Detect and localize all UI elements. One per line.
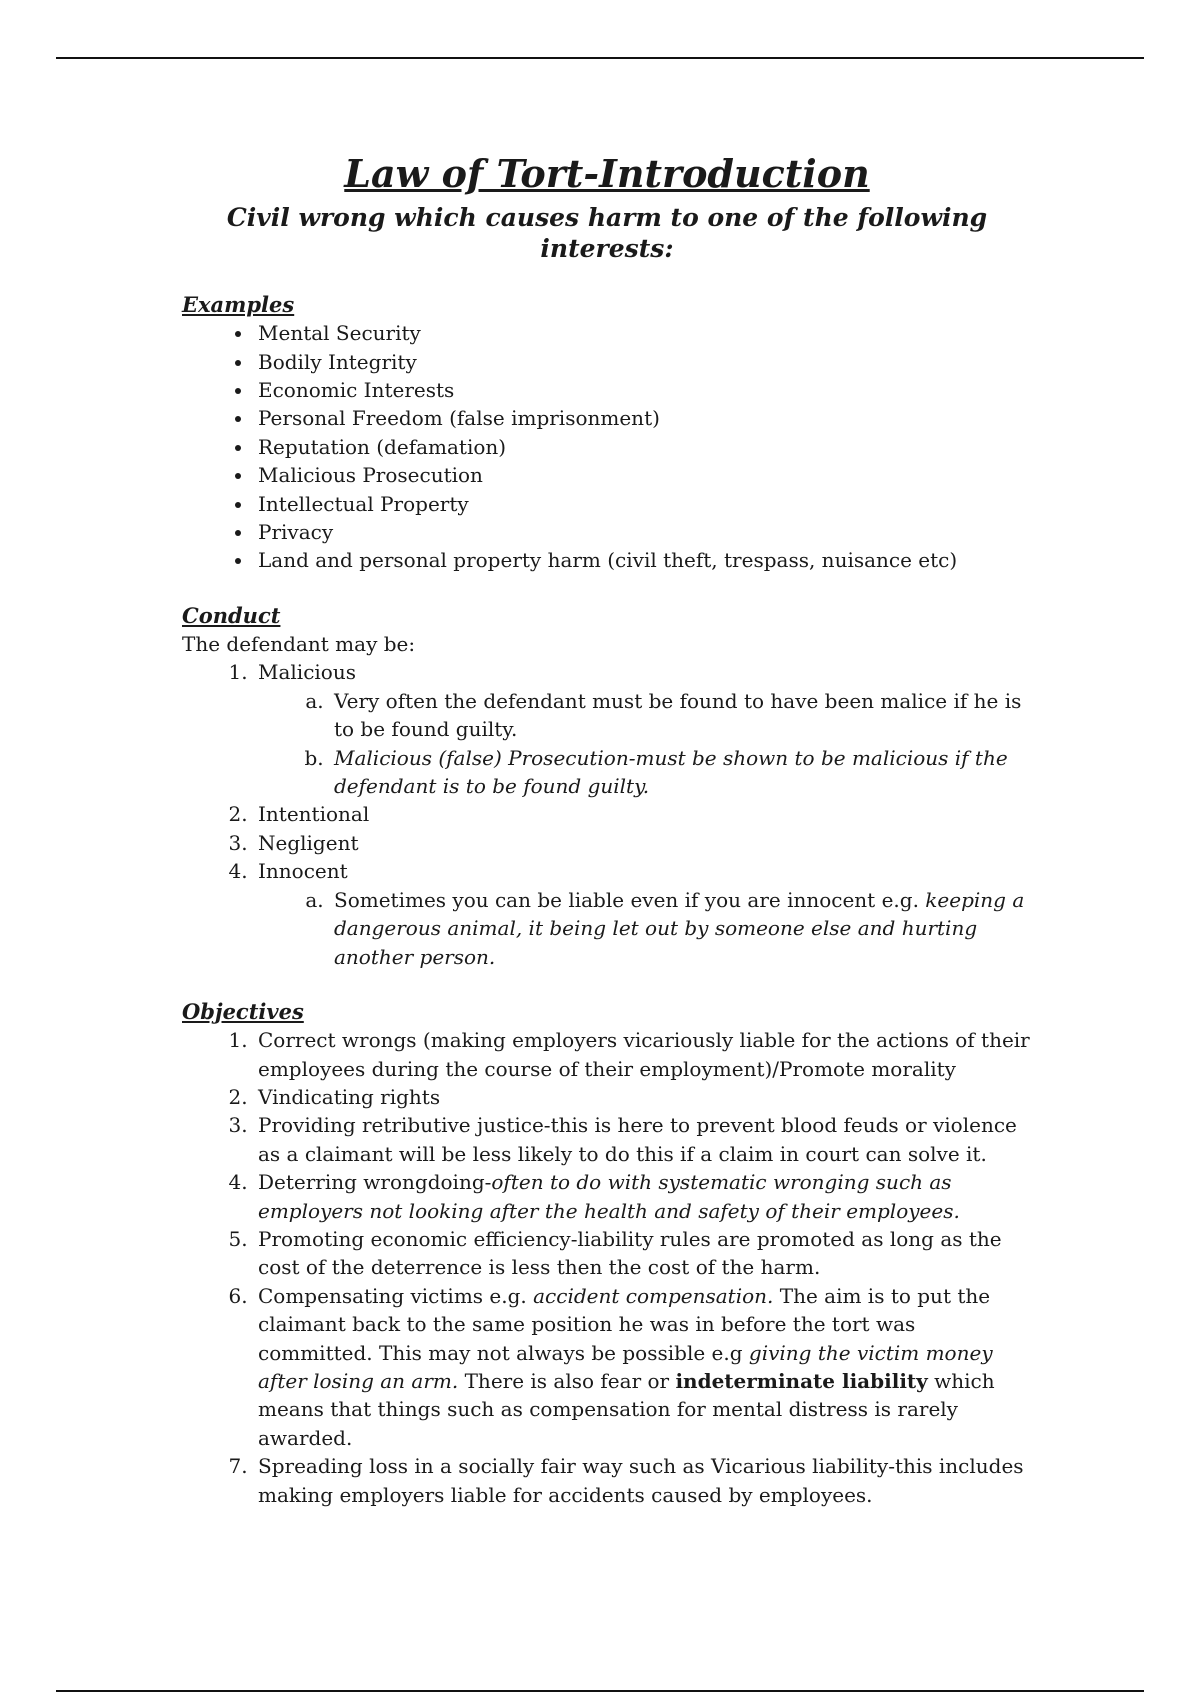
- list-item: • Intellectual Property: [254, 490, 1032, 518]
- examples-list: [182, 319, 1032, 575]
- conduct-sublist: [258, 687, 1032, 801]
- list-item: • Economic Interests: [254, 376, 1032, 404]
- document-page: [182, 150, 1032, 1509]
- list-item: • Privacy: [254, 518, 1032, 546]
- list-item: 2. Vindicating rights: [254, 1083, 1032, 1111]
- list-item: • Bodily Integrity: [254, 348, 1032, 376]
- page-title: Law of Tort-Introduction: [344, 151, 870, 196]
- list-item: • Malicious Prosecution: [254, 461, 1032, 489]
- objectives-list: [182, 1026, 1032, 1509]
- list-item: [254, 658, 1032, 800]
- sub-text: Very often the defendant must be found to have been malice if he is to be found guilty.: [334, 688, 1022, 742]
- item-text: There is also fear or: [458, 1368, 676, 1393]
- list-item: 5. Promoting economic efficiency-liability rules are promoted as long as the cost of the deterrence is less then the cost of the harm.: [254, 1225, 1032, 1282]
- page-subtitle: Civil wrong which causes harm to one of the following interests:: [226, 202, 988, 263]
- conduct-list: [182, 658, 1032, 970]
- objectives-heading: Objectives: [182, 998, 304, 1024]
- conduct-heading: Conduct: [182, 602, 281, 628]
- conduct-label: Malicious: [258, 660, 356, 685]
- list-item: • Mental Security: [254, 319, 1032, 347]
- item-text: The aim is to put the claimant back to the same position he was in before the tort was committed. This may not always be possible e.g: [258, 1283, 991, 1365]
- item-italic-text: accident compensation.: [533, 1283, 774, 1308]
- sub-italic-text: keeping a dangerous animal, it being let out by someone else and hurting another person.: [334, 887, 1025, 969]
- item-italic-text: giving the victim money after losing an arm.: [258, 1340, 993, 1393]
- list-item: [330, 886, 1032, 971]
- conduct-label: Innocent: [258, 859, 348, 884]
- list-item: • Personal Freedom (false imprisonment): [254, 404, 1032, 432]
- top-rule: [56, 57, 1144, 59]
- item-italic-text: often to do with systematic wronging such as employers not looking after the health and safety of their employees.: [258, 1170, 960, 1223]
- list-item: 3. Providing retributive justice-this is here to prevent blood feuds or violence as a claimant will be less likely to do this if a claim in court can solve it.: [254, 1111, 1032, 1168]
- list-item: [330, 687, 1032, 744]
- list-item: 3. Negligent: [254, 829, 1032, 857]
- list-item: 2. Intentional: [254, 800, 1032, 828]
- item-text: Deterring wrongdoing-: [258, 1170, 492, 1195]
- list-item: • Land and personal property harm (civil theft, trespass, nuisance etc): [254, 546, 1032, 574]
- list-item: 1. Correct wrongs (making employers vicariously liable for the actions of their employees during the course of their employment)/Promote morality: [254, 1026, 1032, 1083]
- conduct-intro: The defendant may be:: [182, 632, 416, 657]
- bottom-rule: [56, 1690, 1144, 1692]
- list-item: • Reputation (defamation): [254, 433, 1032, 461]
- item-text: Compensating victims e.g.: [258, 1283, 534, 1308]
- examples-heading: Examples: [182, 292, 295, 317]
- list-item: [254, 1168, 1032, 1225]
- item-text: which means that things such as compensation for mental distress is rarely awarded.: [258, 1368, 995, 1450]
- conduct-sublist: [258, 886, 1032, 971]
- sub-text: Sometimes you can be liable even if you are innocent e.g.: [334, 887, 926, 912]
- list-item: 7. Spreading loss in a socially fair way such as Vicarious liability-this includes making employers liable for accidents caused by employees.: [254, 1452, 1032, 1509]
- item-bold-text: indeterminate liability: [675, 1368, 928, 1393]
- list-item: [254, 1282, 1032, 1452]
- sub-italic-text: Malicious (false) Prosecution-must be shown to be malicious if the defendant is to be found guilty.: [334, 745, 1008, 799]
- list-item: [330, 744, 1032, 801]
- list-item: [254, 857, 1032, 971]
